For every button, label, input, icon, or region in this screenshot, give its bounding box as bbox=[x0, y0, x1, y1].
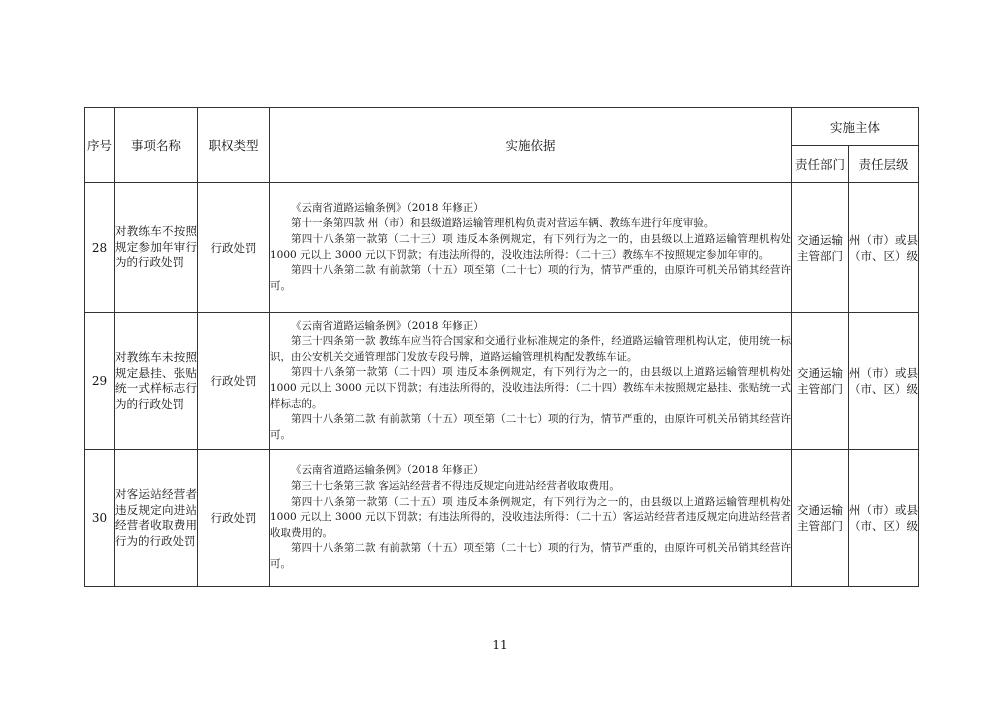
implementation-basis bbox=[270, 450, 792, 587]
basis-paragraph: 第四十八条第二款 有前款第（十五）项至第（二十七）项的行为，情节严重的，由原许可机关吊销其经营许可。 bbox=[270, 264, 791, 292]
basis-paragraph: 《云南省道路运输条例》（2018 年修正） bbox=[291, 201, 484, 214]
responsible-level: 州（市）或县（市、区）级 bbox=[849, 313, 919, 450]
table-row bbox=[85, 450, 919, 587]
responsible-dept: 交通运输主管部门 bbox=[792, 313, 849, 450]
basis-paragraph: 第十一条第四款 州（市）和县级道路运输管理机构负责对营运车辆、教练车进行年度审验。 bbox=[291, 217, 715, 230]
power-type: 行政处罚 bbox=[198, 183, 270, 313]
item-name: 对教练车不按照规定参加年审行为的行政处罚 bbox=[115, 183, 198, 313]
power-type: 行政处罚 bbox=[198, 450, 270, 587]
table-row bbox=[85, 313, 919, 450]
header-item-name: 事项名称 bbox=[115, 108, 198, 183]
responsible-dept: 交通运输主管部门 bbox=[792, 183, 849, 313]
header-dept: 责任部门 bbox=[792, 146, 849, 183]
basis-paragraph: 第四十八条第一款第（二十四）项 违反本条例规定，有下列行为之一的，由县级以上道路运输管理机构处 1000 元以上 3000 元以下罚款；有违法所得的，没收违法所得：（二十四）教练车未按照规定悬挂、张贴统一式样标志的。 bbox=[270, 366, 791, 410]
page-number: 11 bbox=[492, 638, 508, 652]
basis-paragraph: 《云南省道路运输条例》（2018 年修正） bbox=[291, 464, 484, 477]
implementation-basis bbox=[270, 183, 792, 313]
header-level: 责任层级 bbox=[849, 146, 919, 183]
header-power-type: 职权类型 bbox=[198, 108, 270, 183]
implementation-basis bbox=[270, 313, 792, 450]
row-number: 28 bbox=[85, 183, 115, 313]
basis-paragraph: 第三十七条第三款 客运站经营者不得违反规定向进站经营者收取费用。 bbox=[291, 480, 620, 493]
basis-paragraph: 第四十八条第二款 有前款第（十五）项至第（二十七）项的行为，情节严重的，由原许可机关吊销其经营许可。 bbox=[270, 542, 791, 570]
item-name: 对教练车未按照规定悬挂、张贴统一式样标志行为的行政处罚 bbox=[115, 313, 198, 450]
responsible-dept: 交通运输主管部门 bbox=[792, 450, 849, 587]
item-name: 对客运站经营者违反规定向进站经营者收取费用行为的行政处罚 bbox=[115, 450, 198, 587]
regulation-table bbox=[84, 107, 919, 587]
responsible-level: 州（市）或县（市、区）级 bbox=[849, 450, 919, 587]
basis-paragraph: 第三十四条第一款 教练车应当符合国家和交通行业标准规定的条件，经道路运输管理机构认定，使用统一标识，由公安机关交通管理部门发放专段号牌，道路运输管理机构配发教练车证。 bbox=[270, 335, 791, 363]
header-subject: 实施主体 bbox=[792, 108, 919, 146]
header-basis: 实施依据 bbox=[270, 108, 792, 183]
header-seq: 序号 bbox=[85, 108, 115, 183]
basis-paragraph: 第四十八条第一款第（二十五）项 违反本条例规定，有下列行为之一的，由县级以上道路运输管理机构处 1000 元以上 3000 元以下罚款；有违法所得的，没收违法所得：（二十五）客运站经营者违反规定向进站经营者收取费用的。 bbox=[270, 495, 791, 539]
basis-paragraph: 第四十八条第一款第（二十三）项 违反本条例规定，有下列行为之一的，由县级以上道路运输管理机构处 1000 元以上 3000 元以下罚款；有违法所得的，没收违法所得：（二十三）教练车不按照规定参加年审的。 bbox=[270, 232, 791, 261]
table-row bbox=[85, 183, 919, 313]
row-number: 29 bbox=[85, 313, 115, 450]
basis-paragraph: 《云南省道路运输条例》（2018 年修正） bbox=[291, 319, 484, 332]
power-type: 行政处罚 bbox=[198, 313, 270, 450]
basis-paragraph: 第四十八条第二款 有前款第（十五）项至第（二十七）项的行为，情节严重的，由原许可机关吊销其经营许可。 bbox=[270, 413, 791, 441]
row-number: 30 bbox=[85, 450, 115, 587]
responsible-level: 州（市）或县（市、区）级 bbox=[849, 183, 919, 313]
